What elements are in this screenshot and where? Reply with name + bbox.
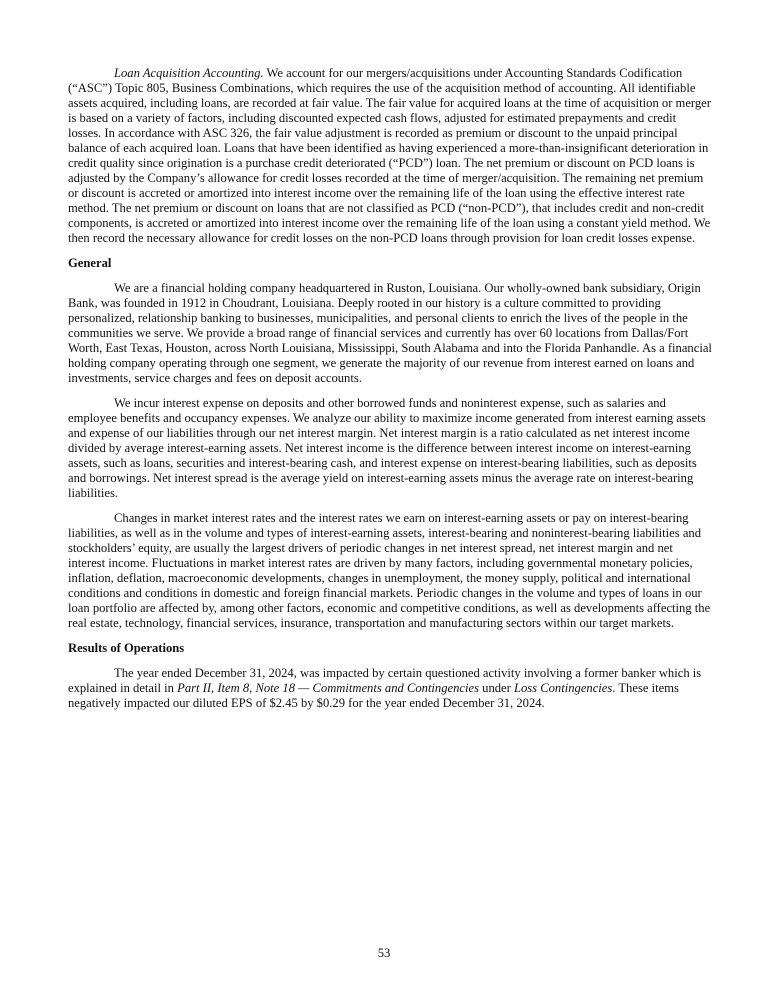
results-reference-loss-contingencies: Loss Contingencies bbox=[513, 681, 613, 695]
general-heading: General bbox=[68, 256, 112, 270]
results-text-1: The year ended December 31, 2024, was impacted by certain questioned activity involving a former banker which is explained in detail in bbox=[68, 666, 702, 695]
loan-acquisition-lead-in: Loan Acquisition Accounting. bbox=[114, 66, 264, 80]
results-reference-item: Part II, Item 8 bbox=[177, 681, 250, 695]
page-number: 53 bbox=[377, 946, 391, 960]
results-paragraph bbox=[68, 666, 712, 711]
general-paragraph-1: We are a financial holding company headquartered in Ruston, Louisiana. Our wholly-owned bank subsidiary, Origin Bank, was founded in 1912 in Choudrant, Louisiana. Deeply rooted in our history is a culture committed to providing personalized, relationship banking to businesses, municipalities, and personal clients to enrich the lives of the people in the communities we serve. We provide a broad range of financial services and currently has over 60 locations from Dallas/Fort Worth, East Texas, Houston, across North Louisiana, Mississippi, South Alabama and into the Florida Panhandle. As a financial holding company operating through one segment, we generate the majority of our revenue from interest earned on loans and investments, service charges and fees on deposit accounts. bbox=[68, 281, 712, 385]
loan-acquisition-paragraph bbox=[68, 66, 712, 246]
general-paragraph-2: We incur interest expense on deposits and other borrowed funds and noninterest expense, such as salaries and employee benefits and occupancy expenses. We analyze our ability to maximize income generated from interest earning assets and expense of our liabilities through our net interest margin. Net interest margin is a ratio calculated as net interest income divided by average interest-earning assets. Net interest income is the difference between interest income on interest-earning assets, such as loans, securities and interest-bearing cash, and interest expense on interest-bearing liabilities, such as deposits and borrowings. Net interest spread is the average yield on interest-earning assets minus the average rate on interest-bearing liabilities. bbox=[68, 396, 706, 500]
general-paragraph-3: Changes in market interest rates and the interest rates we earn on interest-earning assets or pay on interest-bearing liabilities, as well as in the volume and types of interest-earning assets, interest-bearing and noninterest-bearing liabilities and stockholders’ equity, are usually the largest drivers of periodic changes in net interest spread, net interest margin and net interest income. Fluctuations in market interest rates are driven by many factors, including governmental monetary policies, inflation, deflation, macroeconomic developments, changes in unemployment, the money supply, political and international conditions and conditions in domestic and foreign financial markets. Periodic changes in the volume and types of loans in our loan portfolio are affected by, among other factors, economic and competitive conditions, as well as developments affecting the real estate, technology, financial services, insurance, transportation and manufacturing sectors within our target markets. bbox=[68, 511, 711, 630]
document-body bbox=[68, 66, 712, 711]
results-heading: Results of Operations bbox=[68, 641, 185, 655]
loan-acquisition-text: We account for our mergers/acquisitions under Accounting Standards Codification (“ASC”) Topic 805, Business Combinations, which requires the use of the acquisition method of accounting. All identifiable assets acquired, including loans, are recorded at fair value. The fair value for acquired loans at the time of acquisition or merger is based on a variety of factors, including discounted expected cash flows, adjusted for estimated prepayments and credit losses. In accordance with ASC 326, the fair value adjustment is recorded as premium or discount to the unpaid principal balance of each acquired loan. Loans that have been identified as having experienced a more-than-insignificant deterioration in credit quality since origination is a purchase credit deteriorated (“PCD”) loan. The net premium or discount on PCD loans is adjusted by the Company’s allowance for credit losses recorded at the time of merger/acquisition. The remaining net premium or discount is accreted or amortized into interest income over the remaining life of the loan using the effective interest rate method. The net premium or discount on loans that are not classified as PCD (“non-PCD”), that includes credit and non-credit components, is accreted or amortized into interest income over the remaining life of the loan using a constant yield method. We then record the necessary allowance for credit losses on the non-PCD loans through provision for loan credit losses expense. bbox=[68, 66, 711, 245]
results-text-2: , bbox=[249, 681, 256, 695]
results-reference-note: Note 18 — Commitments and Contingencies bbox=[255, 681, 479, 695]
results-text-4: . These items negatively impacted our diluted EPS of $2.45 by $0.29 for the year ended December 31, 2024. bbox=[68, 681, 679, 710]
results-text-3: under bbox=[479, 681, 514, 695]
